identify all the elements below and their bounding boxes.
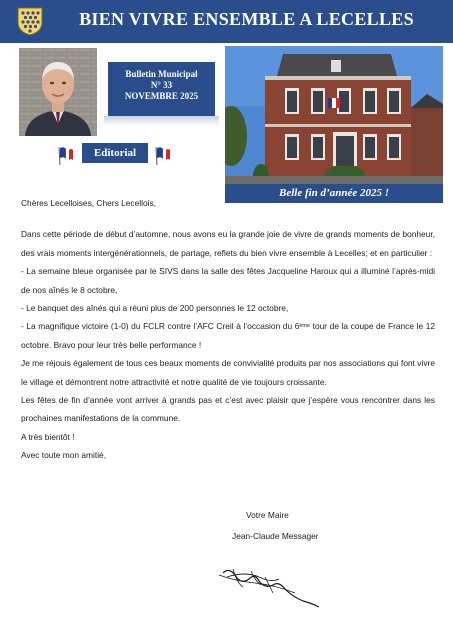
french-flag-icon — [154, 145, 170, 165]
letter-closing: A très bientôt ! — [21, 431, 75, 442]
letter-item: - Le banquet des aînés qui a réuni plus de 200 personnes le 12 octobre, — [21, 303, 289, 314]
letter-paragraph: Les fêtes de fin d’année vont arriver à grands pas et c’est avec plaisir que j’espère vous rencontrer dans les prochaines manifestations de la commune. — [21, 395, 435, 424]
french-flag-icon — [57, 145, 73, 165]
letter-item-superscript: ème — [299, 323, 311, 330]
letter-intro: Dans cette période de début d’automne, nous avons eu la grande joie de vivre de grands moments de bonheur, des vrais moments intergénérationnels, de partage, reflets du bien vivre ensemble à Lecelles; et en particulier : — [21, 229, 435, 258]
bulletin-date: NOVEMBRE 2025 — [124, 91, 199, 101]
bulletin-info — [108, 62, 215, 116]
letter-item-text: tour de la coupe de France le 12 octobre. Bravo pour leur très belle performance ! — [21, 321, 436, 350]
bulletin-shadow — [104, 116, 219, 126]
bulletin-number: N° 33 — [150, 80, 173, 90]
section-label-editorial: Editorial — [82, 143, 148, 163]
letter-item-text: - La magnifique victoire (1-0) du FCLR contre l’AFC Creil à l’occasion du 6 — [21, 321, 300, 332]
photo-caption: Belle fin d’année 2025 ! — [225, 184, 443, 203]
letter-closing: Avec toute mon amitié, — [21, 450, 107, 461]
editorial-letter — [21, 194, 435, 465]
bulletin-label: Bulletin Municipal — [125, 69, 198, 79]
signatory-name: Jean-Claude Messager — [232, 531, 319, 541]
letter-item: - La semaine bleue organisée par le SIVS dans la salle des fêtes Jacqueline Haroux qui a illuminé l’après-midi de nos aînés le 8 octobre, — [21, 266, 435, 295]
header-banner — [0, 0, 453, 43]
mayor-portrait — [19, 48, 97, 136]
letter-greeting: Chères Lecelloises, Chers Lecellois, — [21, 198, 156, 208]
page-title: BIEN VIVRE ENSEMBLE A LECELLES — [79, 9, 414, 29]
letter-item — [21, 317, 435, 354]
letter-paragraph: Je me réjouis également de tous ces beaux moments de convivialité produits par nos associations qui font vivre le village et démontrent notre attractivité et notre qualité de vie toujours croissante. — [21, 358, 435, 387]
handwritten-signature — [215, 563, 325, 608]
town-hall-photo — [225, 46, 443, 203]
signatory-title: Votre Maire — [246, 510, 289, 520]
